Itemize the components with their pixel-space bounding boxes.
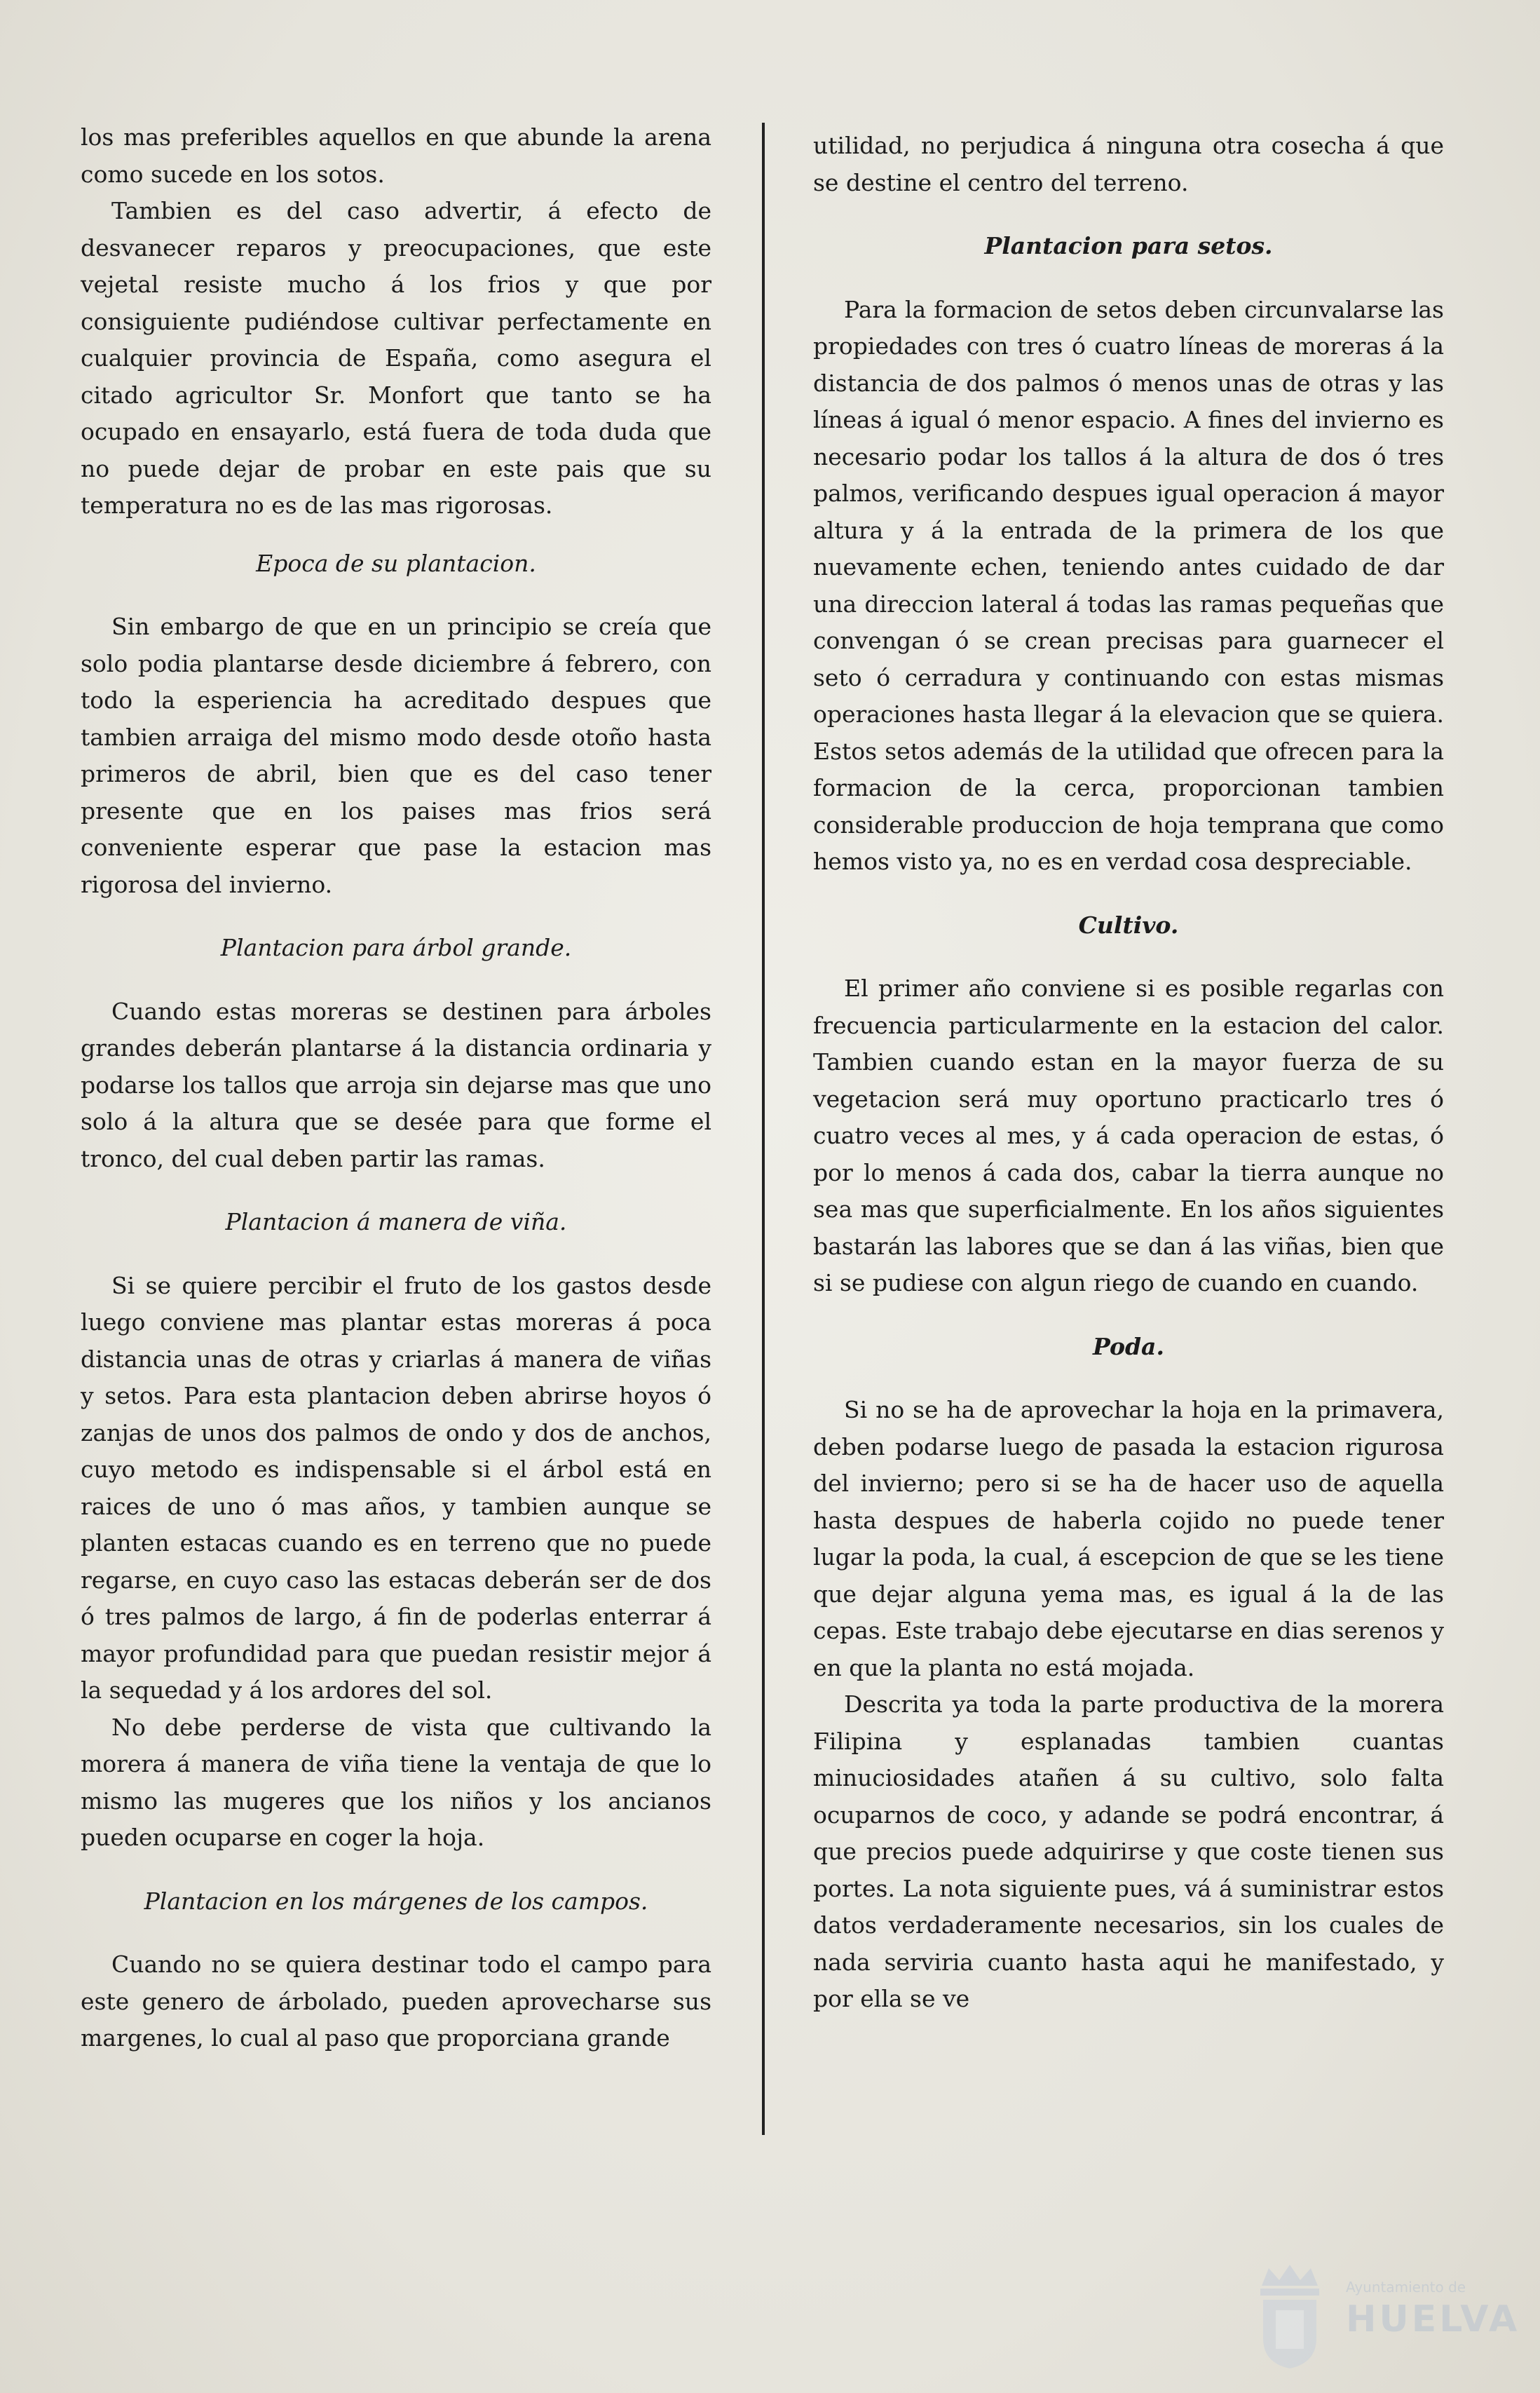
crown-shield-icon bbox=[1248, 2258, 1332, 2370]
paragraph: Sin embargo de que en un principio se creía que solo podia plantarse desde diciembre á febrero, con todo la esperiencia ha acreditado despues que tambien arraiga del mismo modo desde otoño hasta primeros de abril, bien que es del caso tener presente que en los paises mas frios será conveniente esperar que pase la estacion mas rigorosa del invierno. bbox=[81, 613, 711, 898]
section-heading: Epoca de su plantacion. bbox=[256, 549, 536, 577]
left-column bbox=[81, 119, 711, 2057]
paragraph: Si se quiere percibir el fruto de los gastos desde luego conviene mas plantar estas moreras á poca distancia unas de otras y criarlas á manera de viñas y setos. Para esta plantacion deben abrirse hoyos ó zanjas de unos dos palmos de ondo y dos de anchos, cuyo metodo es indispensable si el árbol está en raices de uno ó mas años, y tambien aunque se planten estacas cuando es en terreno que no puede regarse, en cuyo caso las estacas deberán ser de dos ó tres palmos de largo, á fin de poderlas enterrar á mayor profundidad para que puedan resistir mejor á la sequedad y á los ardores del sol. bbox=[81, 1271, 711, 1704]
paragraph: Descrita ya toda la parte productiva de la morera Filipina y esplanadas tambien cuantas minuciosidades atañen á su cultivo, solo falta ocuparnos de coco, y adande se podrá encontrar, á que precios puede adquirirse y que coste tienen sus portes. La nota siguiente pues, vá á suministrar estos datos verdaderamente necesarios, sin los cuales de nada serviria cuanto hasta aqui he manifestado, y por ella se ve bbox=[813, 1690, 1444, 2012]
paragraph: Cuando no se quiera destinar todo el campo para este genero de árbolado, pueden aprovecharse sus margenes, lo cual al paso que proporciana grande bbox=[81, 1951, 711, 2052]
paragraph: los mas preferibles aquellos en que abunde la arena como sucede en los sotos. bbox=[81, 123, 711, 188]
section-heading: Plantacion para setos. bbox=[984, 232, 1273, 259]
right-column bbox=[813, 128, 1444, 2018]
section-heading: Poda. bbox=[1093, 1332, 1164, 1360]
section-heading: Plantacion en los márgenes de los campos. bbox=[144, 1887, 648, 1915]
paragraph: No debe perderse de vista que cultivando la morera á manera de viña tiene la ventaja de que lo mismo las mugeres que los niños y los ancianos pueden ocuparse en coger la hoja. bbox=[81, 1713, 711, 1851]
section-heading: Cultivo. bbox=[1078, 911, 1179, 939]
paragraph: utilidad, no perjudica á ninguna otra cosecha á que se destine el centro del terreno. bbox=[813, 132, 1444, 196]
paragraph: Para la formacion de setos deben circunvalarse las propiedades con tres ó cuatro líneas de moreras á la distancia de dos palmos ó menos unas de otras y las líneas á igual ó menor espacio. A fines del invierno es necesario podar los tallos á la altura de dos ó tres palmos, verificando despues igual operacion á mayor altura y á la entrada de la primera de los que nuevamente echen, teniendo antes cuidado de dar una direccion lateral á todas las ramas pequeñas que convengan ó se crean precisas para guarnecer el seto ó cerradura y continuando con estas mismas operaciones hasta llegar á la elevacion que se quiera. Estos setos además de la utilidad que ofrecen para la formacion de la cerca, proporcionan tambien considerable produccion de hoja temprana que como hemos visto ya, no es en verdad cosa despreciable. bbox=[813, 295, 1444, 875]
paragraph: Cuando estas moreras se destinen para árboles grandes deberán plantarse á la distancia ordinaria y podarse los tallos que arroja sin dejarse mas que uno solo á la altura que se desée para que forme el tronco, del cual deben partir las ramas. bbox=[81, 997, 711, 1172]
seal-caption: Ayuntamiento de bbox=[1346, 2279, 1466, 2296]
seal-text bbox=[1346, 2279, 1520, 2340]
seal-city: HUELVA bbox=[1346, 2298, 1520, 2340]
paragraph: Si no se ha de aprovechar la hoja en la primavera, deben podarse luego de pasada la estacion rigurosa del invierno; pero si se ha de hacer uso de aquella hasta despues de haberla cojido no puede tener lugar la poda, la cual, á escepcion de que se les tiene que dejar alguna yema mas, es igual á la de las cepas. Este trabajo debe ejecutarse en dias serenos y en que la planta no está mojada. bbox=[813, 1396, 1444, 1681]
section-heading: Plantacion para árbol grande. bbox=[220, 934, 572, 961]
column-divider bbox=[762, 123, 765, 2135]
paragraph: Tambien es del caso advertir, á efecto de desvanecer reparos y preocupaciones, que este vejetal resiste mucho á los frios y que por consiguiente pudiéndose cultivar perfectamente en cualquier provincia de España, como asegura el citado agricultor Sr. Monfort que tanto se ha ocupado en ensayarlo, está fuera de toda duda que no puede dejar de probar en este pais que su temperatura no es de las mas rigorosas. bbox=[81, 197, 711, 519]
section-heading: Plantacion á manera de viña. bbox=[225, 1208, 567, 1235]
paragraph: El primer año conviene si es posible regarlas con frecuencia particularmente en la estacion del calor. Tambien cuando estan en la mayor fuerza de su vegetacion será muy oportuno practicarlo tres ó cuatro veces al mes, y á cada operacion de estas, ó por lo menos á cada dos, cabar la tierra aunque no sea mas que superficialmente. En los años siguientes bastarán las labores que se dan á las viñas, bien que si se pudiese con algun riego de cuando en cuando. bbox=[813, 975, 1444, 1296]
ayuntamiento-seal bbox=[1248, 2258, 1520, 2370]
